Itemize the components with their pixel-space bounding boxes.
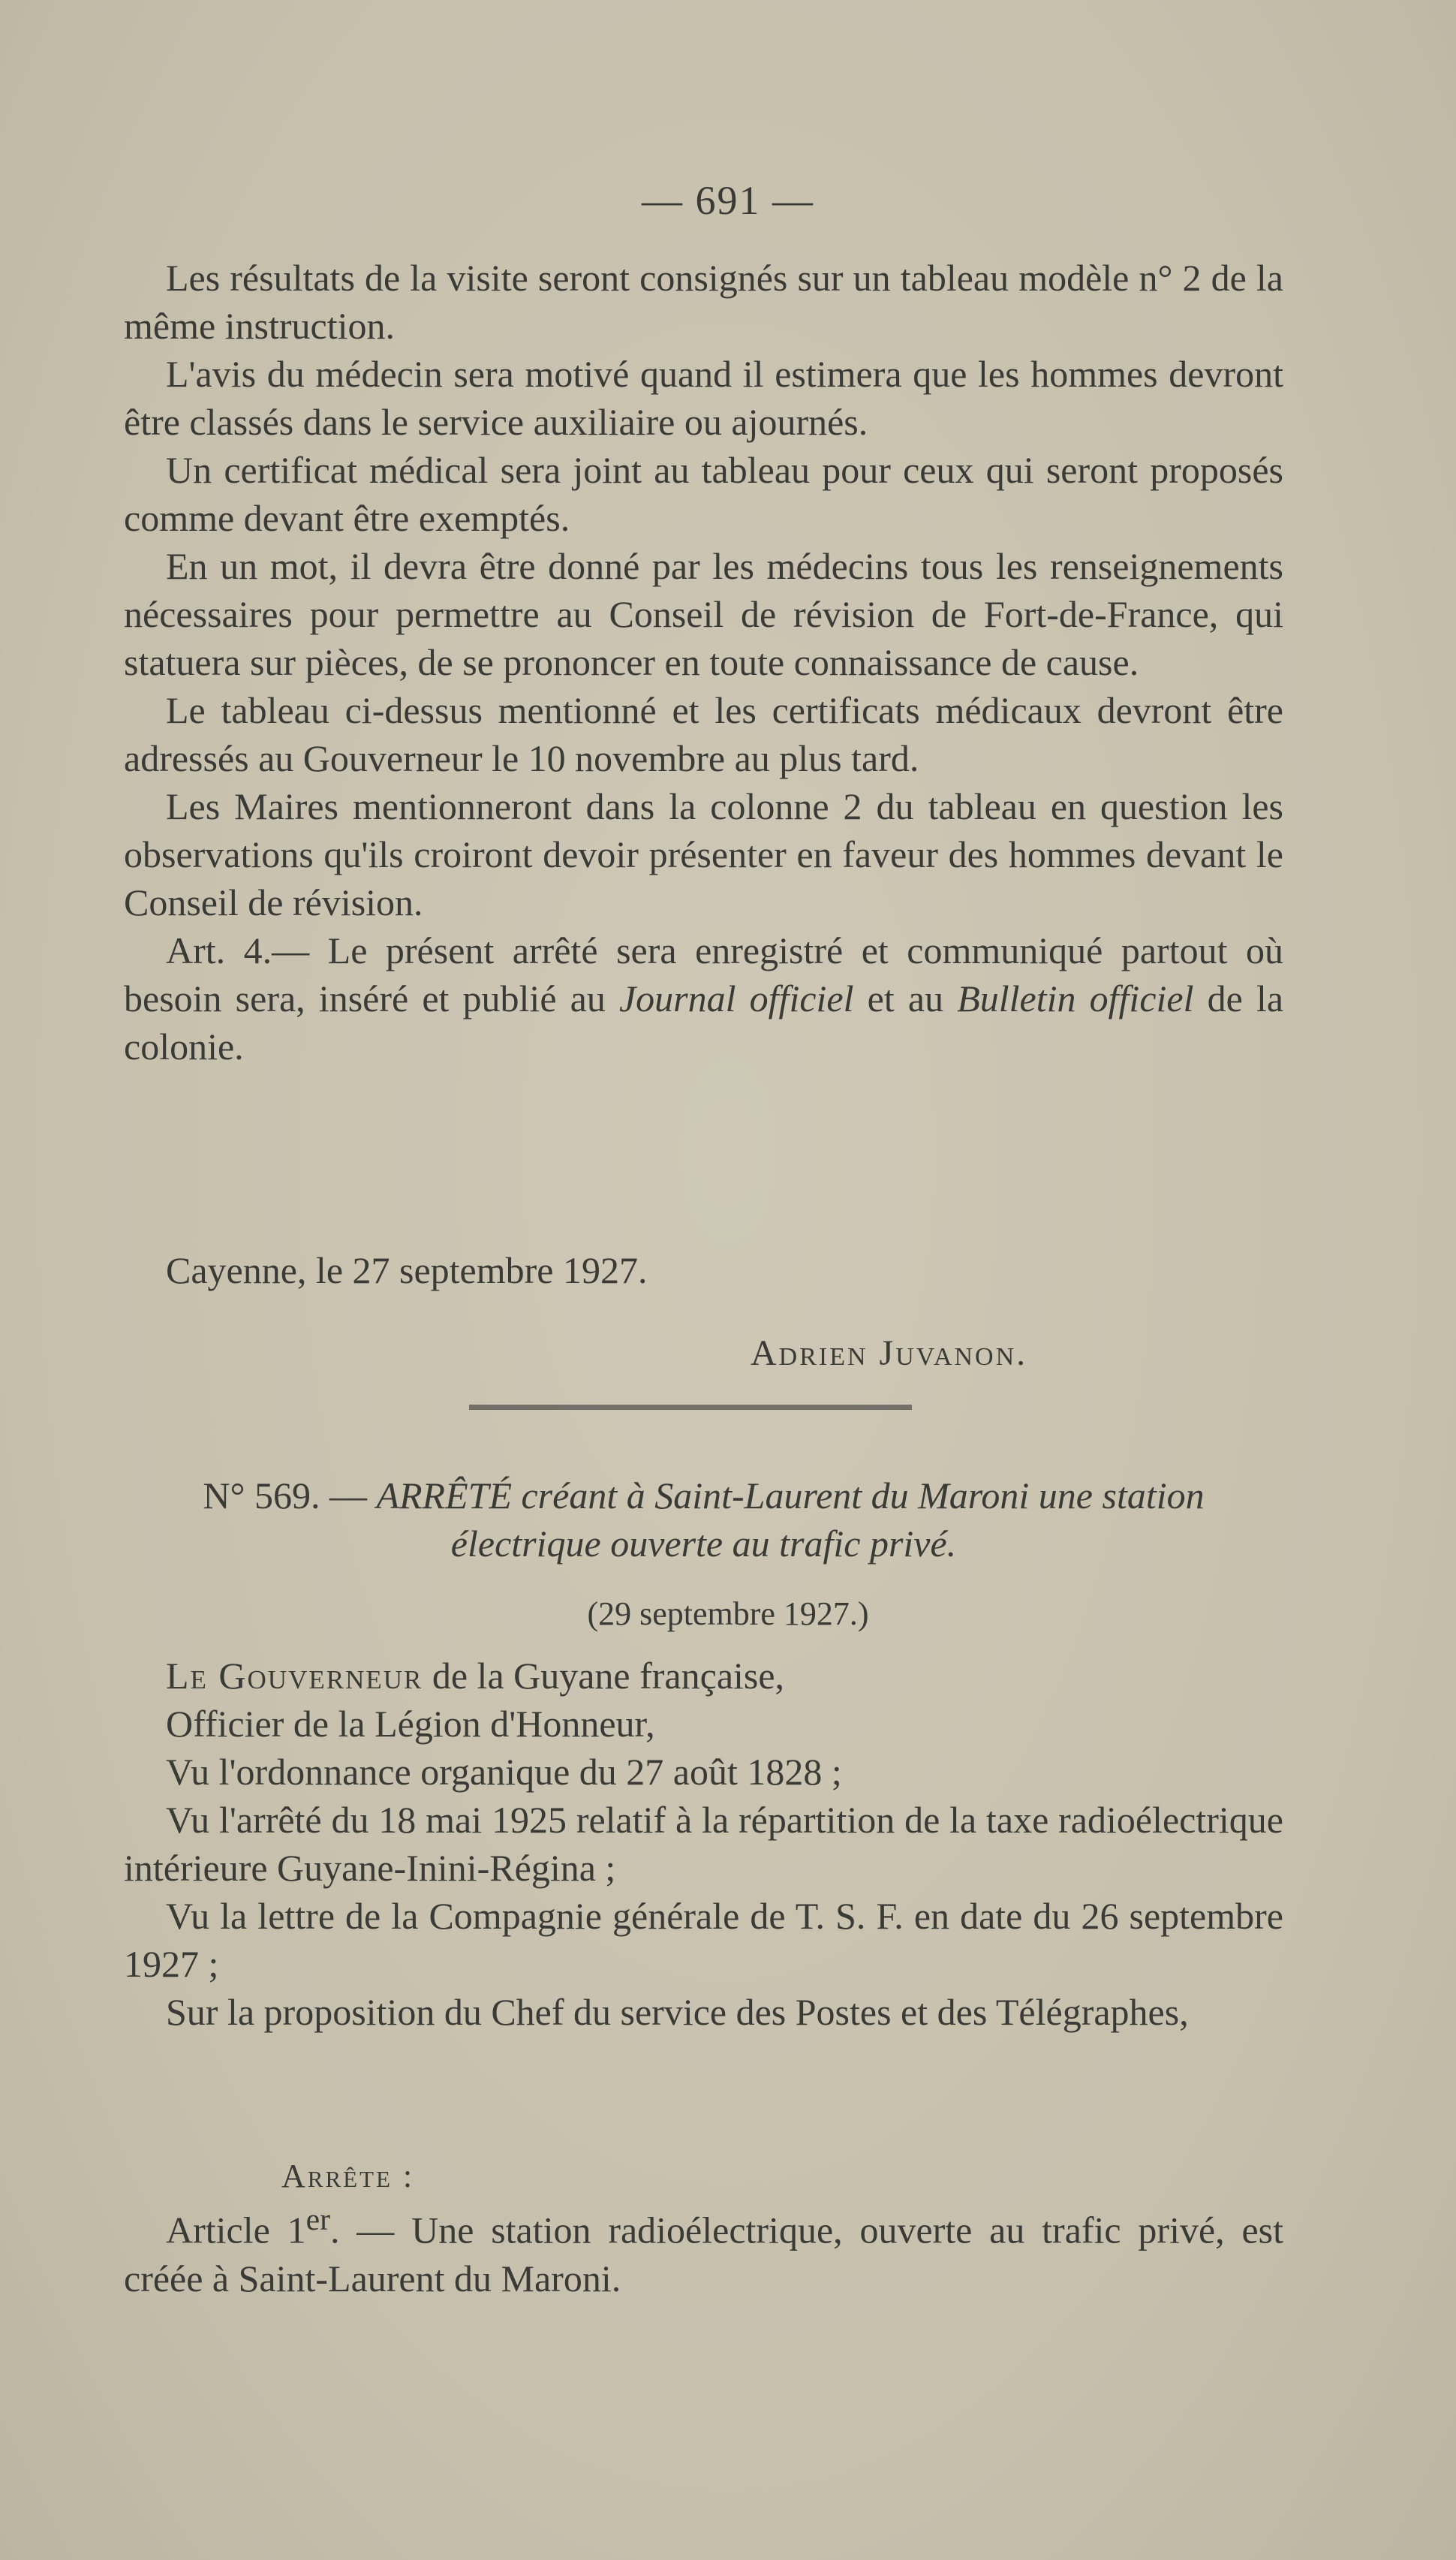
- decree-title: ARRÊTÉ créant à Saint-Laurent du Maroni une station électrique ouverte au trafic privé.: [376, 1474, 1205, 1565]
- preamble-line: Le Gouverneur de la Guyane française,: [166, 1655, 785, 1697]
- section-divider: [469, 1405, 912, 1410]
- preamble-line: Officier de la Légion d'Honneur,: [166, 1703, 655, 1745]
- preamble-line: Vu l'ordonnance organique du 27 août 1828 ;: [166, 1751, 842, 1793]
- paragraph: Un certificat médical sera joint au tableau pour ceux qui seront proposés comme devant être exemptés.: [124, 449, 1283, 539]
- article-4-paragraph: [124, 926, 1283, 1071]
- paragraph: Le tableau ci-dessus mentionné et les certificats médicaux devront être adressés au Gouverneur le 10 novembre au plus tard.: [124, 689, 1283, 779]
- journal-officiel: Journal officiel: [618, 977, 854, 1019]
- preamble-line: Vu la lettre de la Compagnie générale de T. S. F. en date du 26 septembre 1927 ;: [124, 1895, 1283, 1985]
- signature: Adrien Juvanon.: [751, 1333, 1028, 1373]
- article-4-label: Art. 4.— Le présent arrêté sera enregistré et communiqué partout où besoin sera, inséré et publié au: [124, 929, 1283, 1019]
- preamble-line: Vu l'arrêté du 18 mai 1925 relatif à la répartition de la taxe radioélectrique intérieure Guyane-Inini-Régina ;: [124, 1799, 1283, 1889]
- place-date: Cayenne, le 27 septembre 1927.: [166, 1249, 648, 1291]
- paragraph: En un mot, il devra être donné par les médecins tous les renseignements nécessaires pour permettre au Conseil de révision de Fort-de-France, qui statuera sur pièces, de se prononcer en toute connaissance de cause.: [124, 545, 1283, 683]
- article-4-middle: et au: [867, 977, 944, 1019]
- place-date-block: [124, 1246, 1283, 1294]
- top-text-block: [124, 254, 1283, 1071]
- paragraph: Les Maires mentionneront dans la colonne 2 du tableau en question les observations qu'ils croiront devoir présenter en faveur des hommes devant le Conseil de révision.: [124, 785, 1283, 923]
- decree-heading: [124, 1471, 1283, 1568]
- paragraph: L'avis du médecin sera motivé quand il estimera que les hommes devront être classés dans le service auxiliaire ou ajournés.: [124, 353, 1283, 443]
- preamble-block: [124, 1652, 1283, 2036]
- bulletin-officiel: Bulletin officiel: [957, 977, 1194, 1019]
- preamble-line: Sur la proposition du Chef du service des Postes et des Télégraphes,: [166, 1991, 1189, 2033]
- article-1-label: Article 1: [166, 2209, 306, 2251]
- governor-title: Le Gouverneur: [166, 1655, 423, 1697]
- article-1-block: [124, 2196, 1283, 2302]
- decree-date: (29 septembre 1927.): [587, 1595, 869, 1632]
- page-number: — 691 —: [642, 178, 814, 223]
- decree-number: N° 569. —: [203, 1474, 367, 1516]
- article-1: [124, 2196, 1283, 2302]
- article-4-end: de la colonie.: [124, 977, 1284, 1068]
- arrete-heading: Arrête :: [281, 2158, 415, 2194]
- article-1-text: . — Une station radioélectrique, ouverte au trafic privé, est créée à Saint-Laurent du Maroni.: [124, 2209, 1283, 2299]
- paragraph: Les résultats de la visite seront consignés sur un tableau modèle n° 2 de la même instruction.: [124, 257, 1283, 347]
- article-1-sup: er: [305, 2203, 330, 2237]
